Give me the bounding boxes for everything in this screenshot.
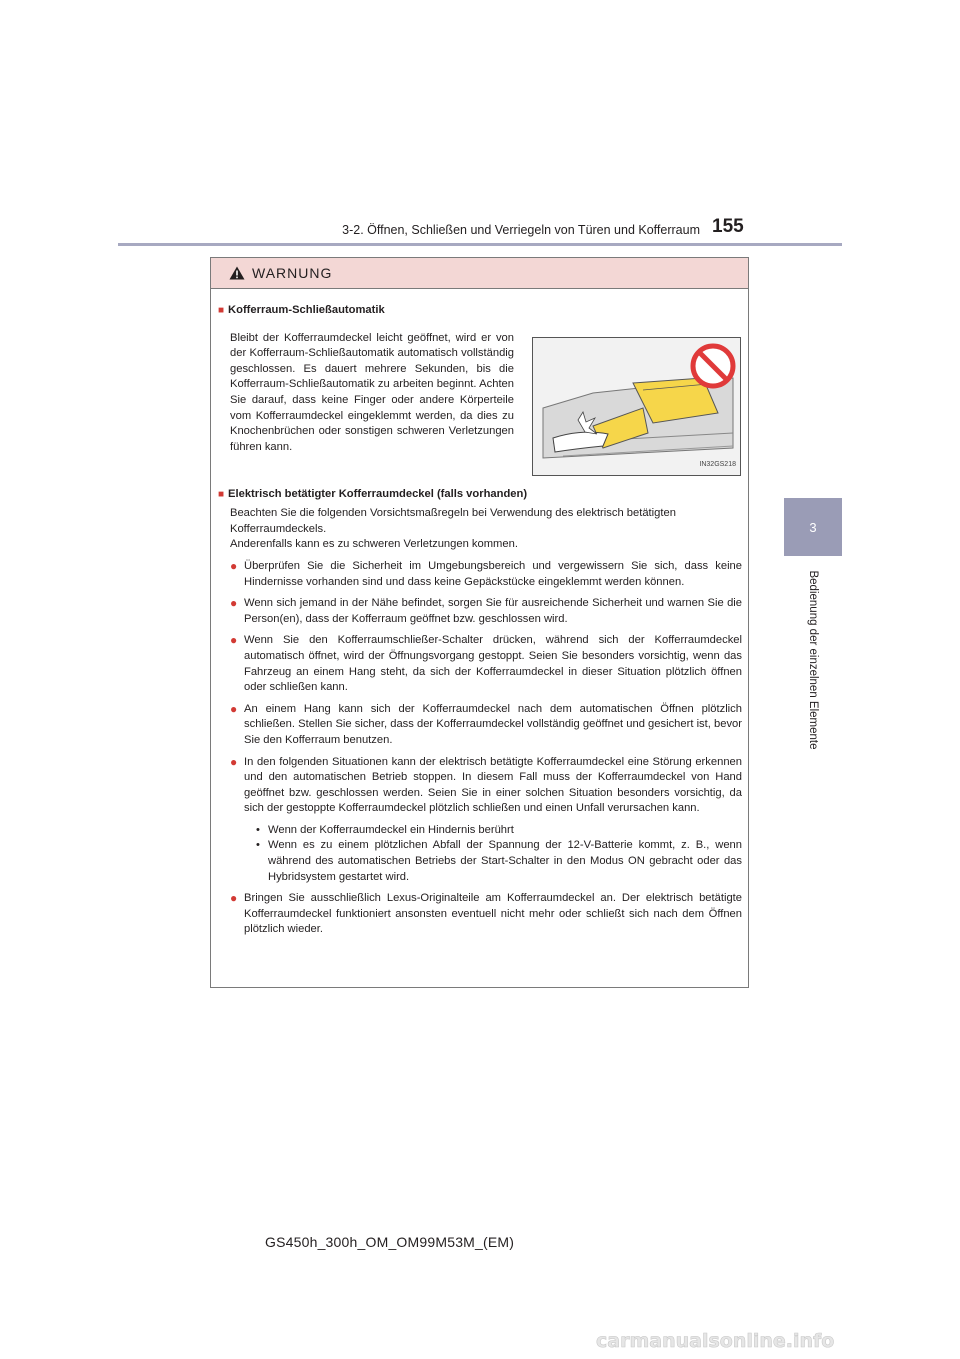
list-item: ● Bringen Sie ausschließlich Lexus-Originalteile am Kofferraumdeckel an. Der elektrisch betätigte Kofferraumdeckel funktioniert ansonsten eventuell nicht mehr oder schließt sich nach dem Öffnen plötzlich wieder.: [230, 891, 742, 938]
warning-header: [211, 258, 748, 289]
section-heading-auto-close: [218, 303, 742, 319]
list-item: ● Überprüfen Sie die Sicherheit im Umgebungsbereich und vergewissern Sie sich, dass keine Hindernisse vorhanden sind und dass keine Gepäckstücke eingeklemmt werden können.: [230, 559, 742, 590]
chapter-title: 3-2. Öffnen, Schließen und Verriegeln von Türen und Kofferraum: [342, 223, 700, 237]
trunk-pinch-illustration: [532, 337, 741, 476]
header-rule: [118, 243, 842, 246]
warning-body: [211, 303, 748, 938]
warning-title: WARNUNG: [252, 265, 333, 281]
bullet-dot-icon: ●: [230, 558, 238, 573]
sub-list-item: • Wenn es zu einem plötzlichen Abfall der Spannung der 12-V-Batterie kommt, z. B., wenn während des automatischen Betriebs der Start-Schalter in den Modus ON gebracht oder das Hybridsystem gestartet wird.: [256, 838, 742, 885]
warning-box: [210, 257, 749, 988]
sub-bullet-icon: •: [256, 823, 260, 836]
sub-bullet-icon: •: [256, 839, 260, 852]
chapter-label: Bedienung der einzelnen Elemente: [807, 570, 819, 750]
document-code: GS450h_300h_OM_OM99M53M_(EM): [265, 1234, 515, 1250]
bullet-dot-icon: ●: [230, 891, 238, 906]
intro-text: Beachten Sie die folgenden Vorsichtsmaßregeln bei Verwendung des elektrisch betätigten Kofferraumdeckels.: [230, 507, 676, 535]
square-bullet-icon: ■: [218, 488, 225, 500]
bullet-dot-icon: ●: [230, 633, 238, 648]
auto-close-text: Bleibt der Kofferraumdeckel leicht geöffnet, wird er von der Kofferraum-Schließautomatik automatisch vollständig geschlossen. Es dauert mehrere Sekunden, bis die Kofferraum-Schließautomatik zu arbeiten beginnt. Achten Sie darauf, dass keine Finger oder andere Körperteile vom Kofferraumdeckel eingeklemmt werden, da dies zu Knochenbrüchen oder sonstigen schweren Verletzungen führen kann.: [230, 331, 514, 453]
section-heading-text: Elektrisch betätigter Kofferraumdeckel (falls vorhanden): [228, 487, 528, 500]
auto-close-block: [218, 331, 742, 481]
svg-text:carmanualsonline.info: carmanualsonline.info: [596, 1330, 835, 1352]
watermark-logo: [592, 1328, 942, 1354]
trunk-illustration-drawing: [533, 338, 740, 475]
bullet-dot-icon: ●: [230, 596, 238, 611]
list-item: ● An einem Hang kann sich der Kofferraumdeckel nach dem automatischen Öffnen plötzlich schließen. Stellen Sie sicher, dass der Kofferraumdeckel vollständig geöffnet und gesichert ist, bevor Sie den Kofferraum benutzen.: [230, 702, 742, 749]
section-heading-power-trunk: [218, 487, 742, 503]
bullet-dot-icon: ●: [230, 701, 238, 716]
bullet-dot-icon: ●: [230, 754, 238, 769]
sub-list: [230, 823, 742, 885]
sub-list-item: • Wenn der Kofferraumdeckel ein Hindernis berührt: [256, 823, 742, 839]
list-item: ● Wenn Sie den Kofferraumschließer-Schalter drücken, während sich der Kofferraumdeckel automatisch öffnet, wird der Öffnungsvorgang gestoppt. Seien Sie besonders vorsichtig, wenn das Fahrzeug an einem Hang steht, da sich der Kofferraumdeckel in dieser Situation plötzlich öffnen oder schließen kann.: [230, 633, 742, 695]
list-item: ● In den folgenden Situationen kann der elektrisch betätigte Kofferraumdeckel eine Störung erkennen und den automatischen Betrieb stoppen. In diesem Fall muss der Kofferraumdeckel von Hand geöffnet bzw. geschlossen werden. Seien Sie in einer solchen Situation besonders vorsichtig, da sich der gestoppte Kofferraumdeckel plötzlich schließen und einen Unfall verursachen kann.: [230, 755, 742, 817]
chapter-tab: [784, 498, 842, 556]
page-number: 155: [712, 216, 744, 237]
section-heading-text: Kofferraum-Schließautomatik: [228, 304, 385, 316]
illustration-code: IN32GS218: [699, 461, 736, 468]
square-bullet-icon: ■: [218, 305, 225, 316]
precaution-list: [218, 559, 742, 938]
warning-triangle-icon: [229, 266, 245, 280]
list-item: ● Wenn sich jemand in der Nähe befindet, sorgen Sie für ausreichende Sicherheit und warnen Sie die Person(en), dass der Kofferraum geöffnet bzw. geschlossen wird.: [230, 596, 742, 627]
intro-text-2: Anderenfalls kann es zu schweren Verletzungen kommen.: [230, 538, 518, 551]
power-trunk-intro: [218, 506, 742, 553]
chapter-number: 3: [809, 519, 817, 535]
